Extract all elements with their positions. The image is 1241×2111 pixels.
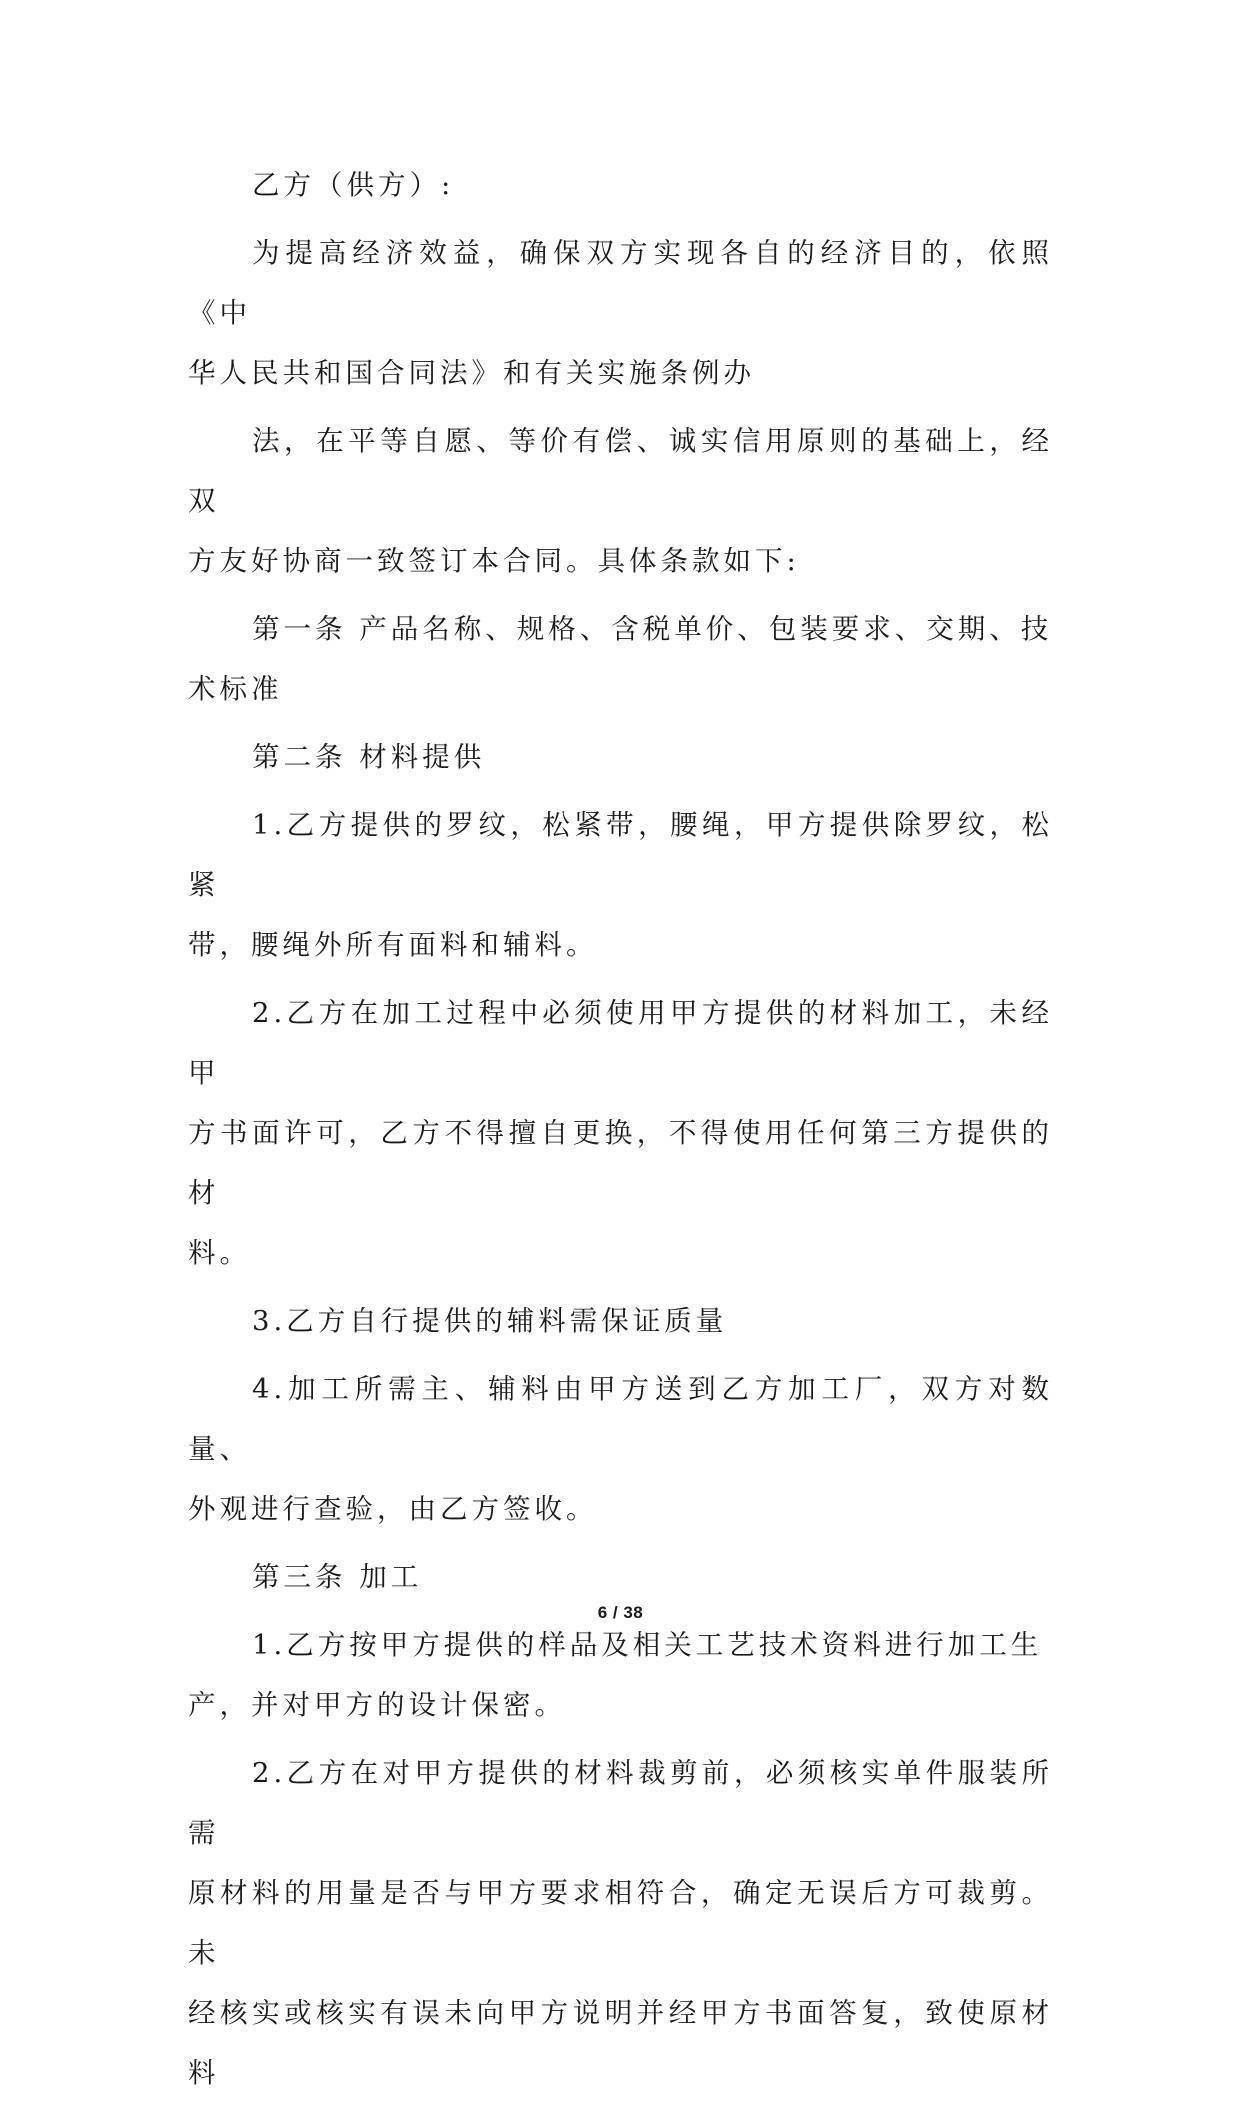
text-line: 华人民共和国合同法》和有关实施条例办 [188, 357, 755, 389]
text-line: 法，在平等自愿、等价有偿、诚实信用原则的基础上，经双 [188, 425, 1053, 517]
paragraph [188, 1547, 1053, 1607]
paragraph [188, 1291, 1053, 1351]
text-line: 原材料的用量是否与甲方要求相符合，确定无误后方可裁剪。未 [188, 1877, 1053, 1969]
text-line: 第三条 加工 [252, 1561, 423, 1593]
text-line: 第二条 材料提供 [252, 741, 486, 773]
text-line: 经核实或核实有误未向甲方说明并经甲方书面答复，致使原材料 [188, 1997, 1053, 2089]
text-line: 外观进行查验，由乙方签收。 [188, 1493, 598, 1525]
text-line: 4.加工所需主、辅料由甲方送到乙方加工厂，双方对数量、 [188, 1373, 1053, 1465]
text-line: 方友好协商一致签订本合同。具体条款如下: [188, 545, 800, 577]
page-number: 6 / 38 [597, 1603, 644, 1622]
text-line: 1.乙方提供的罗纹，松紧带，腰绳，甲方提供除罗纹，松紧 [188, 809, 1053, 901]
paragraph [188, 795, 1053, 975]
text-line: 产，并对甲方的设计保密。 [188, 1689, 566, 1721]
paragraph [188, 1359, 1053, 1539]
paragraph [188, 983, 1053, 1283]
text-line: 3.乙方自行提供的辅料需保证质量 [252, 1305, 728, 1337]
text-line: 第一条 产品名称、规格、含税单价、包装要求、交期、技 [252, 613, 1053, 645]
text-line: 料。 [188, 1237, 251, 1269]
text-line: 2.乙方在对甲方提供的材料裁剪前，必须核实单件服装所需 [188, 1757, 1053, 1849]
paragraph [188, 223, 1053, 403]
text-line: 为提高经济效益，确保双方实现各自的经济目的，依照《中 [188, 237, 1053, 329]
text-line: 带，腰绳外所有面料和辅料。 [188, 929, 598, 961]
document-body [188, 155, 1053, 2111]
text-line: 1.乙方按甲方提供的样品及相关工艺技术资料进行加工生 [252, 1629, 1043, 1661]
paragraph [188, 411, 1053, 591]
paragraph [188, 1615, 1053, 1735]
text-line: 2.乙方在加工过程中必须使用甲方提供的材料加工，未经甲 [188, 997, 1053, 1089]
text-line: 方书面许可，乙方不得擅自更换，不得使用任何第三方提供的材 [188, 1117, 1053, 1209]
paragraph [188, 155, 1053, 215]
text-line: 乙方（供方）: [252, 169, 455, 201]
paragraph [188, 599, 1053, 719]
paragraph [188, 1743, 1053, 2103]
text-line: 术标准 [188, 673, 283, 705]
paragraph [188, 727, 1053, 787]
